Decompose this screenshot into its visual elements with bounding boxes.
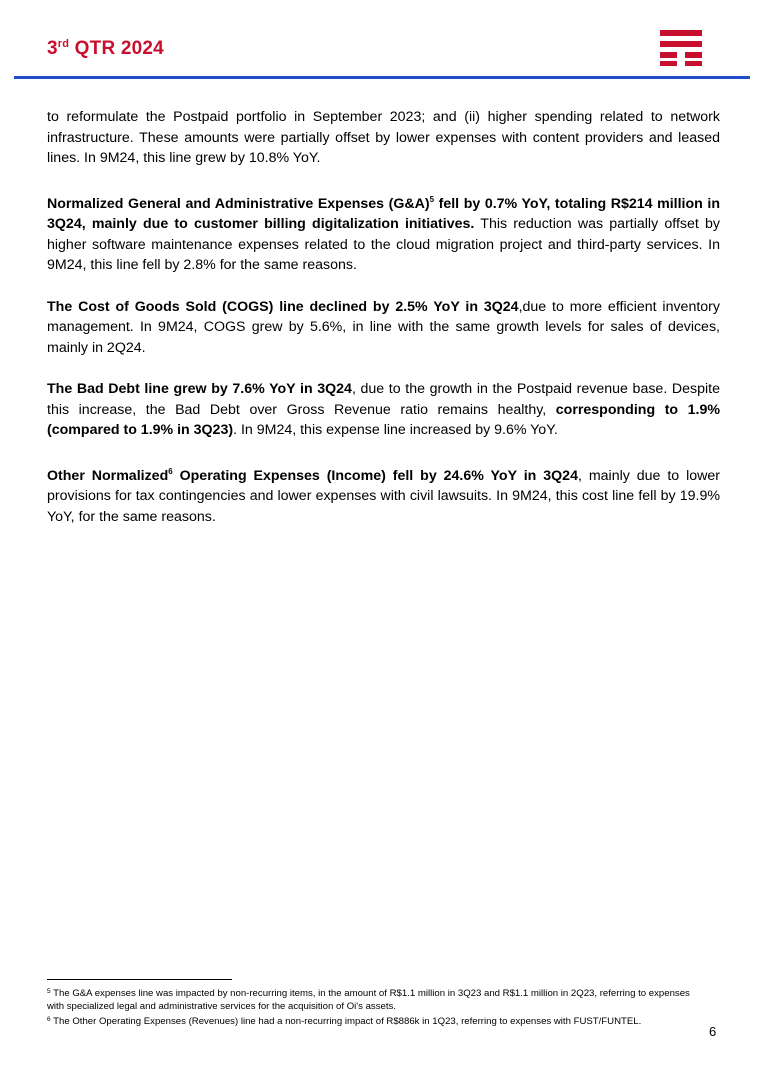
body-text — [47, 107, 720, 548]
footnote-5: $^5$ The G&A expenses line was impacted by non-recurring items, in the amount of R$1.1 million in 3Q23 and R$1.1 million in 2Q23, referring to expenses with specialized legal and administrative services for the acquisition of Oi's assets. — [47, 988, 690, 1013]
title-ordinal: rd — [57, 38, 70, 50]
tim-logo-icon — [660, 30, 702, 66]
footnotes — [47, 985, 707, 1029]
paragraph-ga-expenses: Normalized General and Administrative Expenses (G&A)$^5$ fell by 0.7% YoY, totaling R$214 million in 3Q24, mainly due to customer billing digitalization initiatives. This reduction was partially offset by higher software maintenance expenses related to the cloud migration project and third-party services. In 9M24, this line fell by 2.8% for the same reasons. — [47, 194, 721, 273]
page-header-title — [47, 38, 164, 60]
footnote-6: $^6$ The Other Operating Expenses (Revenues) line had a non-recurring impact of R$886k in 1Q23, referring to expenses with FUST/FUNTEL. — [47, 1016, 642, 1028]
paragraph-cogs: The Cost of Goods Sold (COGS) line declined by 2.5% YoY in 3Q24,due to more efficient inventory management. In 9M24, COGS grew by 5.6%, in line with the same growth levels for sales of devices, mainly in 2Q24. — [47, 298, 720, 356]
footnote-ref-6: 6 — [168, 466, 173, 476]
footnote-divider — [47, 979, 232, 980]
paragraph-network: to reformulate the Postpaid portfolio in September 2023; and (ii) higher spending related to network infrastructure. These amounts were partially offset by lower expenses with content providers and leased lines. In 9M24, this line grew by 10.8% YoY. — [47, 109, 720, 166]
page-number: 6 — [709, 1024, 717, 1039]
header-divider — [14, 76, 750, 79]
title-text: QTR 2024 — [69, 38, 164, 59]
title-number: 3 — [47, 38, 58, 59]
paragraph-bad-debt: The Bad Debt line grew by 7.6% YoY in 3Q24, due to the growth in the Postpaid revenue base. Despite this increase, the Bad Debt over Gross Revenue ratio remains healthy, corresponding to 1.9% (compared to 1.9% in 3Q23). In 9M24, this expense line increased by 9.6% YoY. — [47, 381, 720, 438]
paragraph-other-opex: Other Normalized$^6$ Operating Expenses (Income) fell by 24.6% YoY in 3Q24, mainly due to lower provisions for tax contingencies and lower expenses with civil lawsuits. In 9M24, this cost line fell by 19.9% YoY, for the same reasons. — [47, 466, 720, 525]
footnote-ref-5: 5 — [429, 194, 435, 204]
